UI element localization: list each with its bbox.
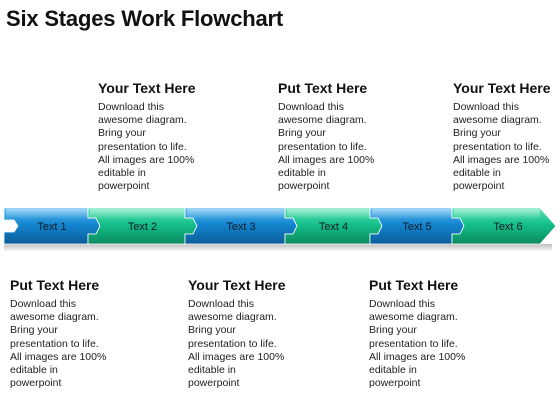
text-block-heading: Put Text Here: [278, 80, 368, 96]
text-block-heading: Put Text Here: [369, 277, 459, 293]
six-stage-flow-arrow: [0, 196, 560, 276]
stage-gloss: [454, 209, 540, 219]
text-block-heading: Your Text Here: [188, 277, 286, 293]
stage-gloss: [6, 209, 88, 219]
text-block-top-1: [98, 80, 238, 193]
text-block-body: Download this awesome diagram. Bring your presentation to life. All images are 100% editable in powerpoint: [369, 298, 466, 390]
stage-gloss: [372, 209, 452, 219]
text-block-heading: Your Text Here: [98, 80, 196, 96]
text-block-top-2: [278, 80, 418, 193]
stage-gloss: [187, 209, 285, 219]
stage-label-6: Text 6: [493, 221, 523, 233]
arrow-shadow: [4, 244, 552, 252]
text-block-heading: Put Text Here: [10, 277, 100, 293]
stage-label-2: Text 2: [127, 221, 158, 233]
text-block-top-3: [453, 80, 560, 193]
stage-gloss: [90, 209, 185, 219]
text-block-bottom-3: [369, 277, 509, 390]
stage-label-5: Text 5: [402, 221, 432, 233]
stage-label-4: Text 4: [318, 221, 349, 233]
text-block-body: Download this awesome diagram. Bring your presentation to life. All images are 100% editable in powerpoint: [453, 101, 550, 193]
text-block-body: Download this awesome diagram. Bring your presentation to life. All images are 100% editable in powerpoint: [10, 298, 107, 390]
text-block-bottom-2: [188, 277, 328, 390]
text-block-bottom-1: [10, 277, 150, 390]
text-block-body: Download this awesome diagram. Bring your presentation to life. All images are 100% editable in powerpoint: [278, 101, 375, 193]
stage-label-3: Text 3: [226, 221, 256, 233]
stage-gloss: [287, 209, 370, 219]
text-block-body: Download this awesome diagram. Bring your presentation to life. All images are 100% editable in powerpoint: [98, 101, 195, 193]
text-block-heading: Your Text Here: [453, 80, 551, 96]
page-title: Six Stages Work Flowchart: [6, 6, 284, 31]
stage-label-1: Text 1: [37, 221, 67, 233]
text-block-body: Download this awesome diagram. Bring your presentation to life. All images are 100% editable in powerpoint: [188, 298, 285, 390]
